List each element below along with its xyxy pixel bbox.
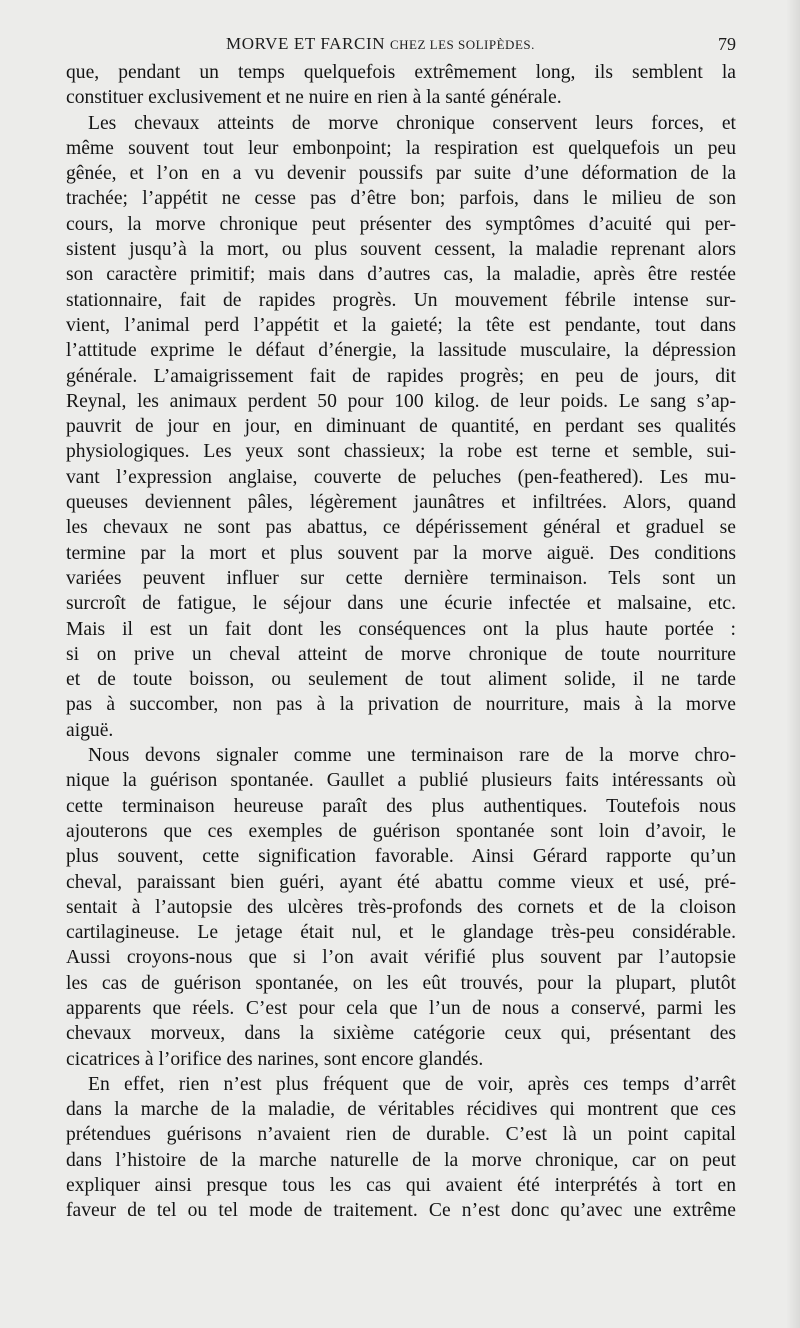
running-header: [66, 34, 736, 56]
text-line: cartilagineuse. Le jetage était nul, et le glandage très-peu considérable.: [66, 922, 736, 944]
text-line: vient, l’animal perd l’appétit et la gaieté; la tête est pendante, tout dans: [66, 314, 736, 336]
running-title-subtitle: CHEZ LES SOLIPÈDES.: [389, 37, 535, 52]
text-line: gênée, et l’on en a vu devenir poussifs par suite d’une déformation de la: [66, 163, 736, 185]
text-line: si on prive un cheval atteint de morve chronique de toute nourriture: [66, 643, 736, 665]
paragraph-start-line: En effet, rien n’est plus fréquent que de voir, après ces temps d’arrêt: [88, 1073, 736, 1095]
text-line: pauvrit de jour en jour, en diminuant de quantité, en perdant ses qualités: [66, 416, 736, 438]
text-line: trachée; l’appétit ne cesse pas d’être bon; parfois, dans le milieu de son: [66, 188, 736, 210]
page-number: 79: [718, 34, 736, 54]
text-line: nique la guérison spontanée. Gaullet a publié plusieurs faits intéressants où: [66, 770, 736, 792]
text-line: prétendues guérisons n’avaient rien de durable. C’est là un point capital: [66, 1124, 736, 1146]
text-line: vant l’expression anglaise, couverte de peluches (pen-feathered). Les mu-: [66, 466, 736, 488]
text-line: Aussi croyons-nous que si l’on avait vérifié plus souvent par l’autopsie: [66, 947, 736, 969]
text-line: sistent jusqu’à la mort, ou plus souvent cessent, la maladie reprenant alors: [66, 239, 736, 261]
text-line: Reynal, les animaux perdent 50 pour 100 kilog. de leur poids. Le sang s’ap-: [66, 390, 736, 412]
page-edge-shadow: [786, 0, 800, 1328]
paragraph-start-line: Les chevaux atteints de morve chronique conservent leurs forces, et: [88, 112, 736, 134]
running-title: [226, 34, 535, 54]
text-line: surcroît de fatigue, le séjour dans une écurie infectée et malsaine, etc.: [66, 593, 736, 615]
text-line: pas à succomber, non pas à la privation de nourriture, mais à la morve: [66, 694, 736, 716]
text-line: apparents que réels. C’est pour cela que l’un de nous a conservé, parmi les: [66, 997, 736, 1019]
text-line: son caractère primitif; mais dans d’autres cas, la maladie, après être restée: [66, 264, 736, 286]
text-line: les chevaux ne sont pas abattus, ce dépérissement général et graduel se: [66, 517, 736, 539]
text-line: dans l’histoire de la marche naturelle de la morve chronique, car on peut: [66, 1149, 736, 1171]
text-line: termine par la mort et plus souvent par la morve aiguë. Des conditions: [66, 542, 736, 564]
paragraph-start-line: Nous devons signaler comme une terminaison rare de la morve chro-: [88, 745, 736, 767]
text-line: aiguë.: [66, 719, 114, 741]
text-line: faveur de tel ou tel mode de traitement. Ce n’est donc qu’avec une extrême: [66, 1200, 736, 1222]
text-line: stationnaire, fait de rapides progrès. Un mouvement fébrile intense sur-: [66, 289, 736, 311]
text-line: les cas de guérison spontanée, on les eût trouvés, pour la plupart, plutôt: [66, 972, 736, 994]
text-line: constituer exclusivement et ne nuire en rien à la santé générale.: [66, 87, 562, 109]
text-line: plus souvent, cette signification favorable. Ainsi Gérard rapporte qu’un: [66, 846, 736, 868]
text-line: queuses deviennent pâles, légèrement jaunâtres et infiltrées. Alors, quand: [66, 492, 736, 514]
text-line: cicatrices à l’orifice des narines, sont encore glandés.: [66, 1048, 484, 1070]
text-line: dans la marche de la maladie, de véritables récidives qui montrent que ces: [66, 1099, 736, 1121]
text-line: générale. L’amaigrissement fait de rapides progrès; en peu de jours, dit: [66, 365, 736, 387]
text-line: cheval, paraissant bien guéri, ayant été abattu comme vieux et usé, pré-: [66, 871, 736, 893]
text-line: sentait à l’autopsie des ulcères très-profonds des cornets et de la cloison: [66, 896, 736, 918]
text-line: l’attitude exprime le défaut d’énergie, la lassitude musculaire, la dépression: [66, 340, 736, 362]
text-line: que, pendant un temps quelquefois extrêmement long, ils semblent la: [66, 62, 736, 83]
text-line: variées peuvent influer sur cette dernière terminaison. Tels sont un: [66, 567, 736, 589]
body-text: [66, 60, 736, 1224]
text-line: cette terminaison heureuse paraît des plus authentiques. Toutefois nous: [66, 795, 736, 817]
text-line: physiologiques. Les yeux sont chassieux; la robe est terne et semble, sui-: [66, 441, 736, 463]
text-line: Mais il est un fait dont les conséquences ont la plus haute portée :: [66, 618, 736, 640]
text-line: même souvent tout leur embonpoint; la respiration est quelquefois un peu: [66, 137, 736, 159]
running-title-main: MORVE ET FARCIN: [226, 34, 386, 53]
text-line: ajouterons que ces exemples de guérison spontanée sont loin d’avoir, le: [66, 820, 736, 842]
text-line: et de toute boisson, ou seulement de tout aliment solide, il ne tarde: [66, 669, 736, 691]
text-line: cours, la morve chronique peut présenter des symptômes d’acuité qui per-: [66, 213, 736, 235]
text-line: expliquer ainsi presque tous les cas qui avaient été interprétés à tort en: [66, 1175, 736, 1197]
text-line: chevaux morveux, dans la sixième catégorie ceux qui, présentant des: [66, 1023, 736, 1045]
